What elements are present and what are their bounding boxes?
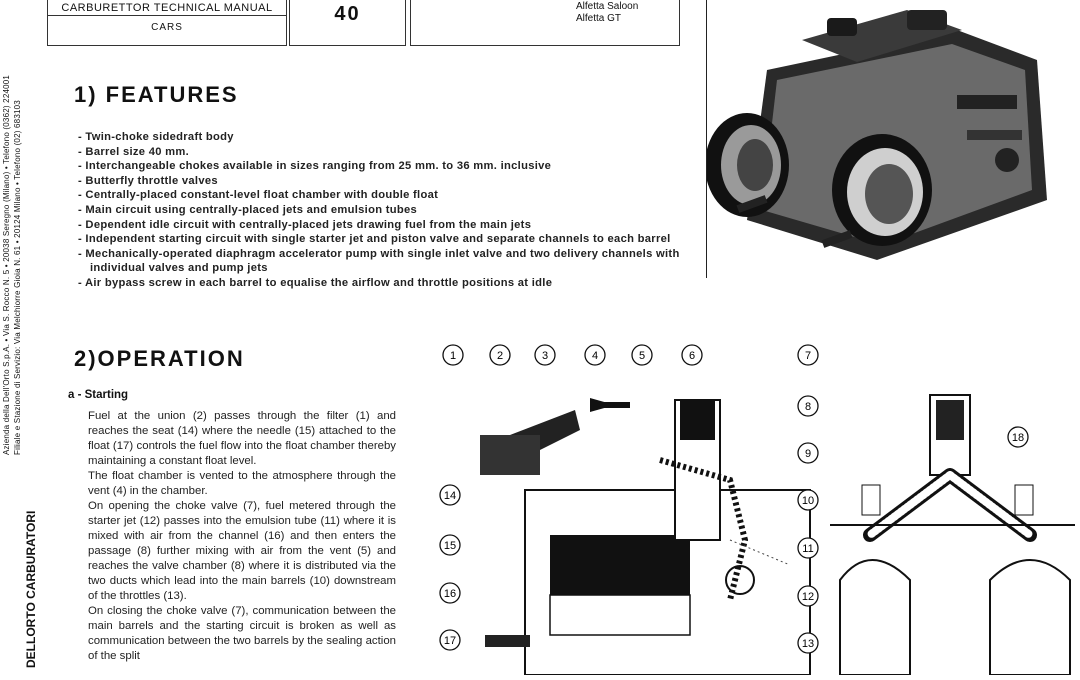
model-box [289,0,406,46]
feature-item: - Butterfly throttle valves [78,174,218,187]
operation-paragraph: The float chamber is vented to the atmosphere through the vent (4) in the chamber. [88,470,396,497]
callout-label: 16 [443,588,457,600]
callout-12 [798,586,818,606]
callout-14 [440,485,460,505]
model-number: 40 [334,3,361,25]
feature-item: - Independent starting circuit with single starter jet and piston valve and separate channels to each barrel [78,233,671,246]
feature-item: - Dependent idle circuit with centrally-placed jets drawing fuel from the main jets [78,218,532,231]
feature-item: - Main circuit using centrally-placed jets and emulsion tubes [78,203,418,216]
manual-header [47,0,287,46]
feature-item: - Barrel size 40 mm. [78,145,190,158]
callout-label: 17 [443,635,457,647]
callout-7 [798,345,818,365]
car-application-box [410,0,680,46]
operation-body [88,409,396,664]
callout-label: 7 [804,350,812,362]
feature-item: - Twin-choke sidedraft body [78,131,234,143]
callout-label: 1 [449,350,457,362]
side-strip [0,0,60,675]
callout-4 [585,345,605,365]
feature-item: - Mechanically-operated diaphragm accelerator pump with single inlet valve and two delivery channels with individual valves and pump jets [78,247,680,275]
callout-label: 18 [1011,432,1025,444]
callout-1 [443,345,463,365]
features-heading: 1) FEATURES [74,82,239,107]
callout-label: 4 [591,350,599,362]
callout-3 [535,345,555,365]
sectional-diagram [430,340,1080,675]
operation-paragraph: On closing the choke valve (7), communication between the main barrels and the starting circuit is broken as well as communication between the two barrels by the sealing action of the split [88,605,396,662]
feature-item: - Centrally-placed constant-level float chamber with double float [78,189,439,202]
callout-label: 9 [804,448,812,460]
callout-label: 14 [443,490,457,502]
car-line-2: Alfetta GT [576,13,622,24]
callout-6 [682,345,702,365]
callout-label: 12 [801,591,815,603]
operation-paragraph: Fuel at the union (2) passes through the filter (1) and reaches the seat (14) where the needle (15) attached to the float (17) controls the fuel flow into the float chamber thereby maintaining a constant float level. [88,410,396,467]
category-label: CARS [151,22,183,33]
callout-11 [798,538,818,558]
callout-label: 3 [541,350,549,362]
callout-label: 15 [443,540,457,552]
callout-2 [490,345,510,365]
carburettor-photo [706,0,1080,278]
callout-18 [1008,427,1028,447]
callout-8 [798,396,818,416]
brand-logo: DELLORTO CARBURATORI [24,510,38,668]
callout-10 [798,490,818,510]
callout-label: 8 [804,401,812,413]
callout-15 [440,535,460,555]
callout-5 [632,345,652,365]
callout-label: 5 [638,350,646,362]
callout-9 [798,443,818,463]
callout-label: 10 [801,495,815,507]
operation-heading: 2)OPERATION [74,346,245,371]
features-list [78,130,698,291]
branch-address-line: Filiale e Stazione di Servizio: Via Melchiorre Gioia N. 61 • 20124 Milano • Telefono (02) 683103 [13,100,22,455]
callout-17 [440,630,460,650]
callout-label: 11 [802,543,814,555]
starting-subheading: a - Starting [68,389,129,401]
operation-paragraph: On opening the choke valve (7), fuel metered through the starter jet (12) passes into the emulsion tube (11) where it is mixed with air from the channel (16) and then enters the passage (8) further mixing with air from the vent (5) and reaches the valve chamber (8) where it is distributed via the two ducts which lead into the main barrels (10) downstream of the throttles (13). [88,500,396,602]
callout-label: 6 [688,350,696,362]
feature-item: - Air bypass screw in each barrel to equalise the airflow and throttle positions at idle [78,276,553,289]
callout-16 [440,583,460,603]
car-line-1: Alfetta Saloon [576,1,639,12]
manual-title: CARBURETTOR TECHNICAL MANUAL [48,0,286,16]
company-address-line: Azienda della Dell'Orto S.p.A. • Via S. Rocco N. 5 • 20038 Seregno (Milano) • Telefono (0362) 224001 [2,74,11,455]
feature-item: - Interchangeable chokes available in sizes ranging from 25 mm. to 36 mm. inclusive [78,160,552,173]
callout-label: 13 [801,638,815,650]
callout-label: 2 [496,350,504,362]
callout-13 [798,633,818,653]
